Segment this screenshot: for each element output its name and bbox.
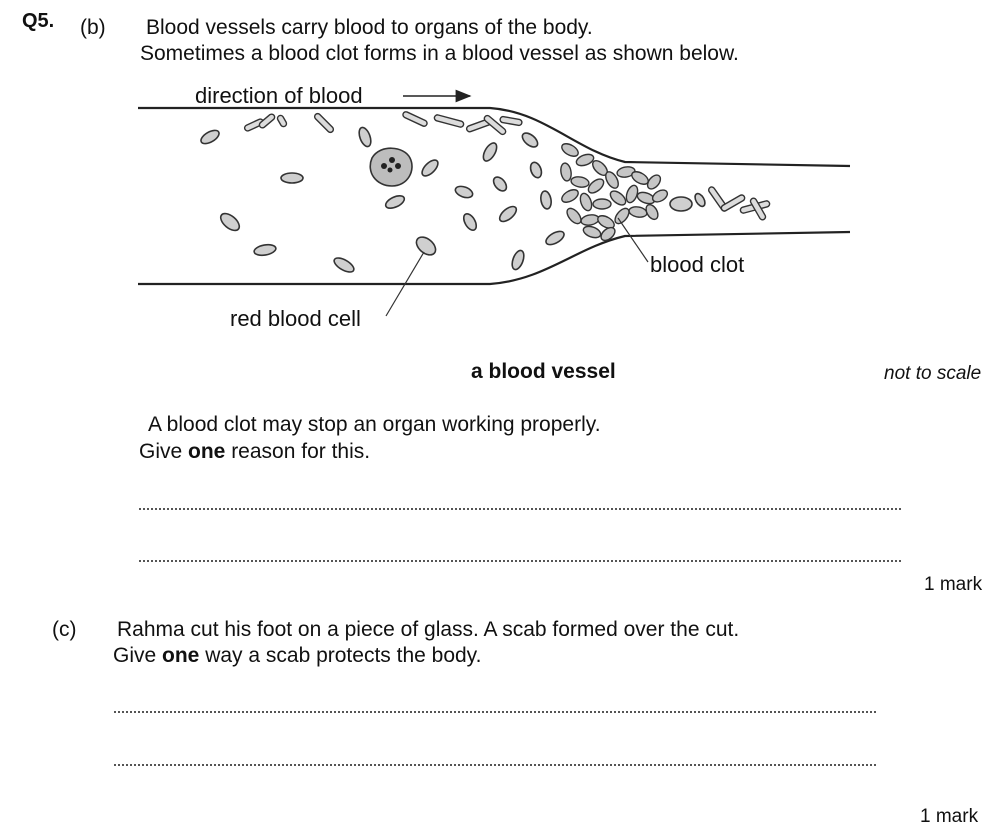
part-c-label: (c) — [52, 618, 77, 641]
part-b-label: (b) — [80, 16, 106, 39]
diagram-caption: a blood vessel — [471, 360, 616, 383]
part-b-intro-line2: Sometimes a blood clot forms in a blood vessel as shown below. — [140, 42, 739, 65]
not-to-scale-note: not to scale — [884, 363, 982, 384]
part-b-intro-line1: Blood vessels carry blood to organs of the body. — [146, 16, 593, 39]
part-c-mark: 1 mark — [920, 806, 979, 827]
red-blood-cell-label: red blood cell — [230, 306, 361, 331]
part-b-question-line2: Give one reason for this. — [139, 440, 371, 463]
question-number: Q5. — [22, 10, 55, 32]
part-b-mark: 1 mark — [924, 574, 983, 595]
answer-line-b1[interactable] — [139, 508, 901, 510]
answer-line-b2[interactable] — [139, 560, 901, 562]
direction-label: direction of blood — [195, 83, 363, 108]
answer-line-c2[interactable] — [114, 764, 876, 766]
part-c-line2: Give one way a scab protects the body. — [113, 644, 482, 667]
answer-line-c1[interactable] — [114, 711, 876, 713]
part-c-line1: Rahma cut his foot on a piece of glass. A scab formed over the cut. — [117, 618, 740, 641]
blood-clot-label: blood clot — [650, 252, 745, 277]
white-blood-cell — [370, 148, 412, 186]
clot-pointer-line — [618, 218, 648, 262]
blood-clot-cluster — [560, 141, 670, 243]
part-b-question-line1: A blood clot may stop an organ working properly. — [148, 413, 601, 436]
vessel-wall-top — [138, 108, 850, 166]
